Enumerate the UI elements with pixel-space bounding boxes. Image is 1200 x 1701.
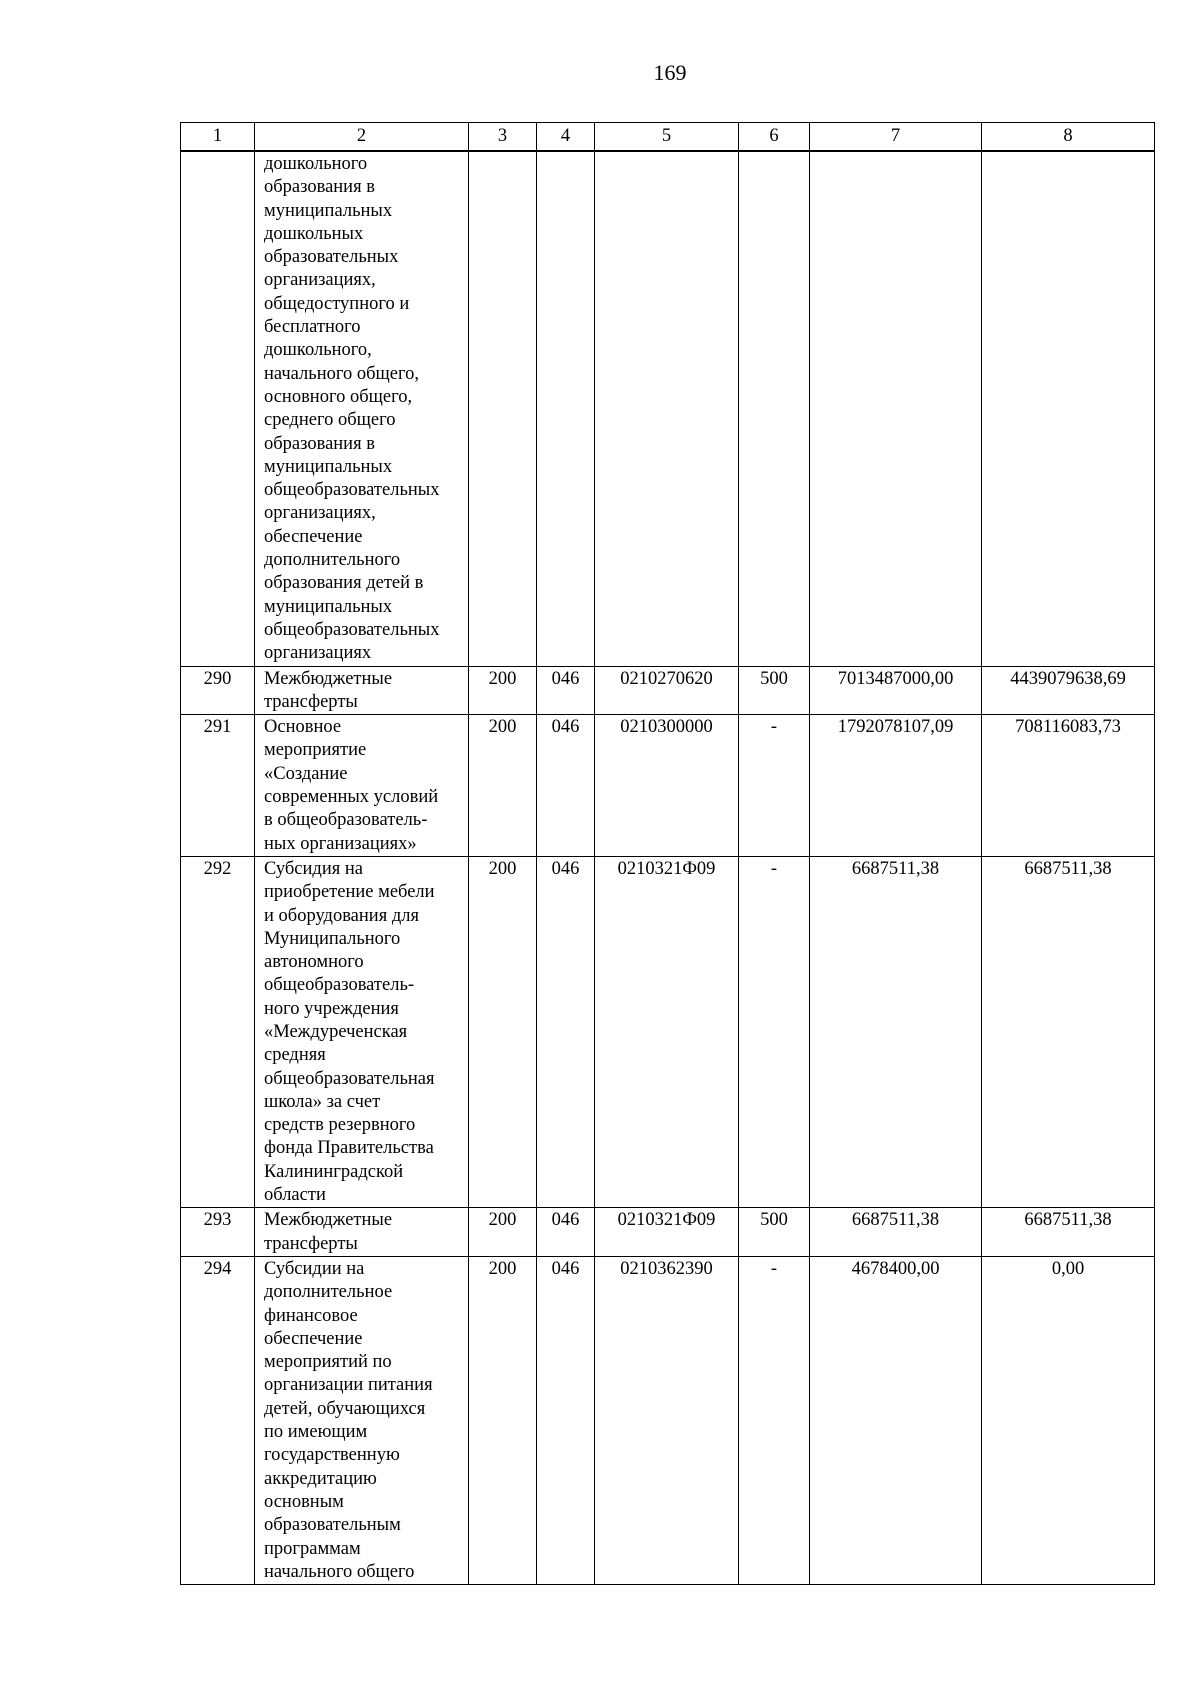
cell-col7: 7013487000,00 [810, 666, 982, 715]
row-name: Субсидия на приобретение мебели и оборудования для Муниципального автономного общеобразователь- ного учреждения «Междуреченская средняя общеобразовательная школа» за счет средств резервного фонда Правительства Калининградской области [255, 856, 469, 1207]
cell-col7: 1792078107,09 [810, 715, 982, 857]
cell-col8 [982, 151, 1155, 666]
cell-col4: 046 [537, 1256, 595, 1584]
cell-col3: 200 [469, 1208, 537, 1257]
cell-col5 [595, 151, 739, 666]
cell-col4: 046 [537, 715, 595, 857]
table-row [181, 715, 1155, 857]
row-number: 291 [181, 715, 255, 857]
cell-col6: - [739, 856, 810, 1207]
cell-col3: 200 [469, 1256, 537, 1584]
row-number [181, 151, 255, 666]
row-number: 290 [181, 666, 255, 715]
cell-col5: 0210321Ф09 [595, 1208, 739, 1257]
cell-col8: 708116083,73 [982, 715, 1155, 857]
cell-col7: 4678400,00 [810, 1256, 982, 1584]
column-header-1: 1 [181, 123, 255, 152]
cell-col8: 0,00 [982, 1256, 1155, 1584]
row-name: дошкольного образования в муниципальных дошкольных образовательных организациях, общедоступного и бесплатного дошкольного, начального общего, основного общего, среднего общего образования в муниципальных общеобразовательных организациях, обеспечение дополнительного образования детей в муниципальных общеобразовательных организациях [255, 151, 469, 666]
table-row [181, 666, 1155, 715]
cell-col3: 200 [469, 666, 537, 715]
row-number: 294 [181, 1256, 255, 1584]
table-row [181, 1256, 1155, 1584]
cell-col6: - [739, 715, 810, 857]
cell-col8: 6687511,38 [982, 856, 1155, 1207]
cell-col4: 046 [537, 856, 595, 1207]
column-header-6: 6 [739, 123, 810, 152]
cell-col5: 0210362390 [595, 1256, 739, 1584]
cell-col6: 500 [739, 1208, 810, 1257]
row-name: Межбюджетные трансферты [255, 666, 469, 715]
cell-col4: 046 [537, 666, 595, 715]
page-number: 169 [653, 60, 687, 85]
cell-col6 [739, 151, 810, 666]
cell-col7: 6687511,38 [810, 856, 982, 1207]
column-header-7: 7 [810, 123, 982, 152]
cell-col3: 200 [469, 715, 537, 857]
cell-col3: 200 [469, 856, 537, 1207]
budget-table [180, 122, 1155, 1585]
row-name: Субсидии на дополнительное финансовое обеспечение мероприятий по организации питания детей, обучающихся по имеющим государственную аккредитацию основным образовательным программам начального общего [255, 1256, 469, 1584]
cell-col8: 6687511,38 [982, 1208, 1155, 1257]
table-row [181, 856, 1155, 1207]
column-header-3: 3 [469, 123, 537, 152]
cell-col4 [537, 151, 595, 666]
column-header-4: 4 [537, 123, 595, 152]
cell-col6: - [739, 1256, 810, 1584]
cell-col5: 0210300000 [595, 715, 739, 857]
row-name: Межбюджетные трансферты [255, 1208, 469, 1257]
column-header-8: 8 [982, 123, 1155, 152]
row-name: Основное мероприятие «Создание современных условий в общеобразователь- ных организациях» [255, 715, 469, 857]
cell-col7 [810, 151, 982, 666]
column-header-5: 5 [595, 123, 739, 152]
row-number: 292 [181, 856, 255, 1207]
cell-col6: 500 [739, 666, 810, 715]
cell-col3 [469, 151, 537, 666]
column-header-2: 2 [255, 123, 469, 152]
cell-col5: 0210270620 [595, 666, 739, 715]
cell-col5: 0210321Ф09 [595, 856, 739, 1207]
table-row [181, 1208, 1155, 1257]
cell-col8: 4439079638,69 [982, 666, 1155, 715]
row-number: 293 [181, 1208, 255, 1257]
table-row [181, 151, 1155, 666]
cell-col4: 046 [537, 1208, 595, 1257]
cell-col7: 6687511,38 [810, 1208, 982, 1257]
header-row [181, 123, 1155, 152]
